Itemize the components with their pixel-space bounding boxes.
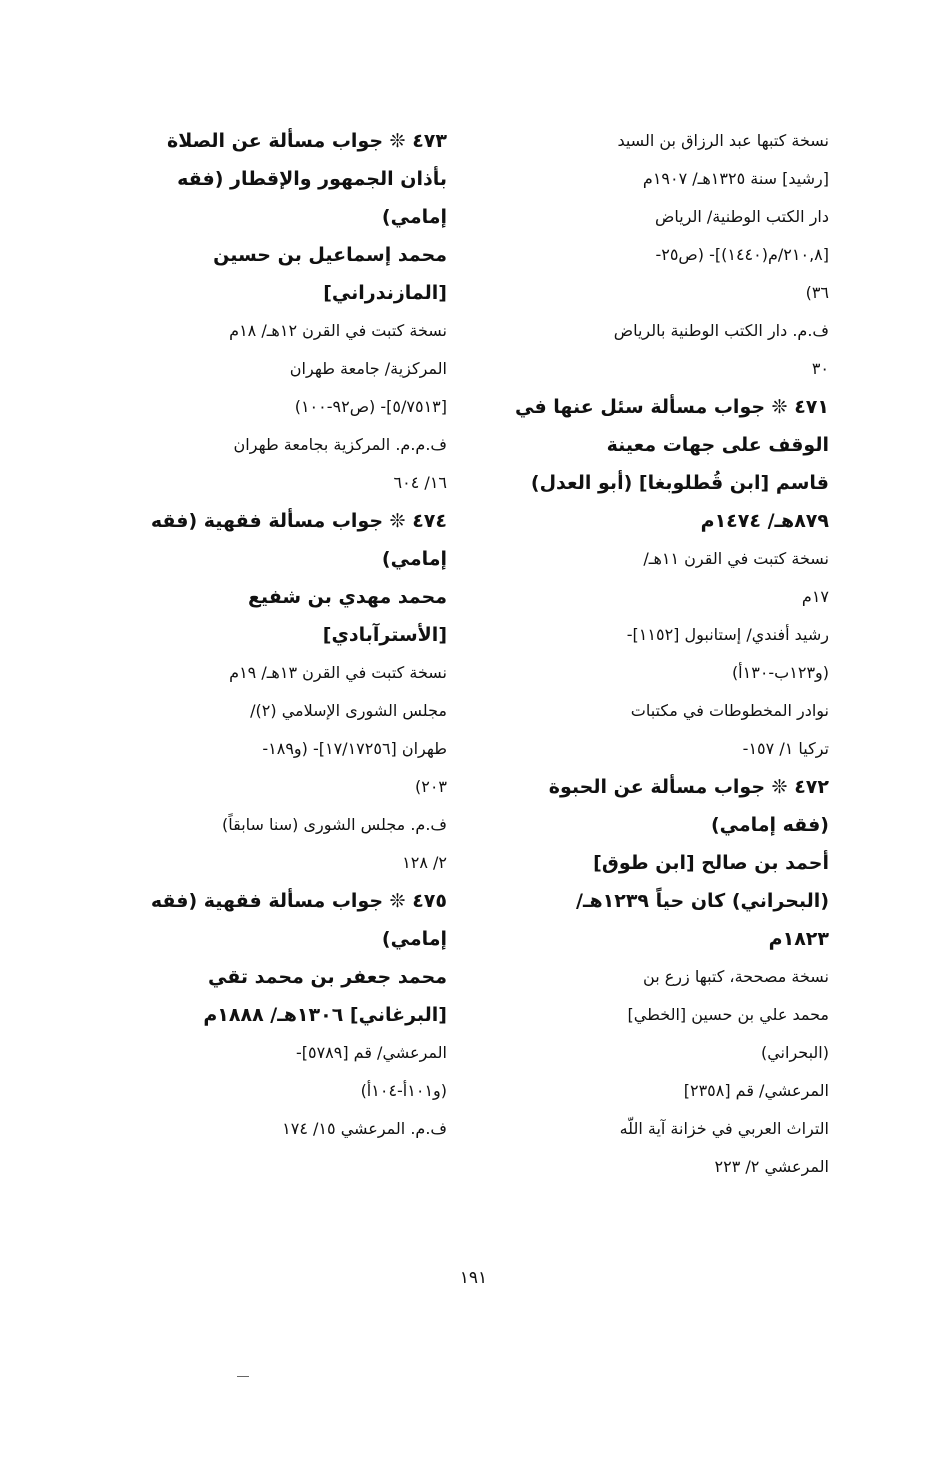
entry-heading-line: [المازندراني] [323, 282, 447, 304]
entry-text-line: التراث العربي في خزانة آية اللّه [619, 1119, 829, 1138]
entry-heading-line: ٤٧٢ ❊ جواب مسألة عن الحبوة [548, 776, 829, 798]
entry-text-line: [رشيد] سنة ١٣٢٥هـ/ ١٩٠٧م [642, 169, 829, 188]
entry-heading-line: (فقه إمامي) [710, 814, 829, 836]
entry-text-line: (البحراني) [760, 1043, 829, 1062]
entry-text-line: رشيد أفندي/ إستانبول [١١٥٢]- [626, 625, 829, 644]
page-number: ١٩١ [459, 1268, 488, 1288]
entry-text-line: تركيا ١/ ١٥٧- [742, 739, 829, 758]
entry-heading-line: ٤٧٥ ❊ جواب مسألة فقهية (فقه [150, 890, 447, 912]
entry-heading-line: ١٨٢٣م [768, 928, 829, 950]
entry-heading-line: ٤٧٣ ❊ جواب مسألة عن الصلاة [167, 130, 447, 152]
entry-text-line: محمد علي بن حسين [الخطي] [627, 1005, 829, 1024]
entry-heading-line: محمد مهدي بن شفيع [247, 586, 447, 608]
entry-text-line: نوادر المخطوطات في مكتبات [630, 701, 829, 720]
entry-heading-line: إمامي) [381, 548, 447, 570]
entry-text-line: نسخة كتبت في القرن ١٣هـ/ ١٩م [229, 663, 447, 682]
entry-text-line: مجلس الشورى الإسلامي (٢)/ [250, 701, 447, 720]
entry-heading-line: بأذان الجمهور والإقطار (فقه [177, 168, 447, 190]
entry-text-line: المرعشي/ قم [٢٣٥٨] [683, 1081, 829, 1100]
entry-heading-line: [البرغاني] ١٣٠٦هـ/ ١٨٨٨م [203, 1004, 447, 1026]
entry-text-line: ١٦/ ٦٠٤ [393, 473, 447, 492]
entry-text-line: (و١٠١أ-١٠٤أ) [360, 1081, 447, 1100]
entry-heading-line: ٤٧١ ❊ جواب مسألة سئل عنها في [515, 396, 829, 418]
entry-text-line: ٢٠٣) [414, 777, 447, 796]
entry-text-line: المرعشي/ قم [٥٧٨٩]- [295, 1043, 447, 1062]
entry-heading-line: [الأسترآبادي] [322, 624, 447, 646]
entry-heading-line: ٨٧٩هـ/ ١٤٧٤م [700, 510, 829, 532]
entry-text-line: ٣٦) [805, 283, 829, 302]
entry-heading-line: إمامي) [381, 928, 447, 950]
entry-text-line: نسخة كتبت في القرن ١٢هـ/ ١٨م [229, 321, 447, 340]
entry-text-line: ف.م. المرعشي ١٥/ ١٧٤ [282, 1119, 447, 1138]
entry-text-line: [٢١٠,٨/م(١٤٤٠)]- (ص٢٥- [655, 245, 829, 264]
right-column [489, 122, 829, 1186]
entry-text-line: ١٧م [801, 587, 829, 606]
entry-text-line: ف.م. دار الكتب الوطنية بالرياض [613, 321, 829, 340]
entry-text-line: دار الكتب الوطنية/ الرياض [654, 207, 829, 226]
entry-text-line: نسخة مصححة، كتبها زرع بن [643, 967, 829, 986]
entry-text-line: نسخة كتبت في القرن ١١هـ/ [643, 549, 829, 568]
entry-text-line: [٥/٧٥١٣]- (ص٩٢-١٠٠) [294, 397, 447, 416]
entry-text-line: ف.م. مجلس الشورى (سنا سابقاً) [221, 815, 447, 834]
entry-text-line: ٢/ ١٢٨ [402, 853, 447, 872]
entry-heading-line: إمامي) [381, 206, 447, 228]
entry-text-line: المرعشي ٢/ ٢٢٣ [714, 1157, 829, 1176]
stray-mark [237, 1376, 249, 1377]
entry-text-line: ف.م.م. المركزية بجامعة طهران [233, 435, 447, 454]
entry-heading-line: ٤٧٤ ❊ جواب مسألة فقهية (فقه [150, 510, 447, 532]
left-column [107, 122, 447, 1148]
entry-heading-line: محمد إسماعيل بن حسين [213, 244, 447, 266]
entry-text-line: ٣٠ [811, 359, 829, 378]
entry-heading-line: محمد جعفر بن محمد تقي [208, 966, 447, 988]
entry-text-line: نسخة كتبها عبد الرزاق بن السيد [617, 131, 829, 150]
entry-text-line: طهران [١٧/١٧٢٥٦]- (و١٨٩- [262, 739, 447, 758]
entry-heading-line: أحمد بن صالح [ابن طوق] [593, 852, 829, 874]
entry-text-line: المركزية/ جامعة طهران [289, 359, 447, 378]
entry-heading-line: قاسم [ابن قُطلوبغا] (أبو العدل) [530, 472, 829, 494]
entry-text-line: (و١٢٣ب-١٣٠أ) [731, 663, 829, 682]
entry-heading-line: (البحراني) كان حياً ١٢٣٩هـ/ [576, 890, 829, 912]
entry-heading-line: الوقف على جهات معينة [606, 434, 829, 456]
